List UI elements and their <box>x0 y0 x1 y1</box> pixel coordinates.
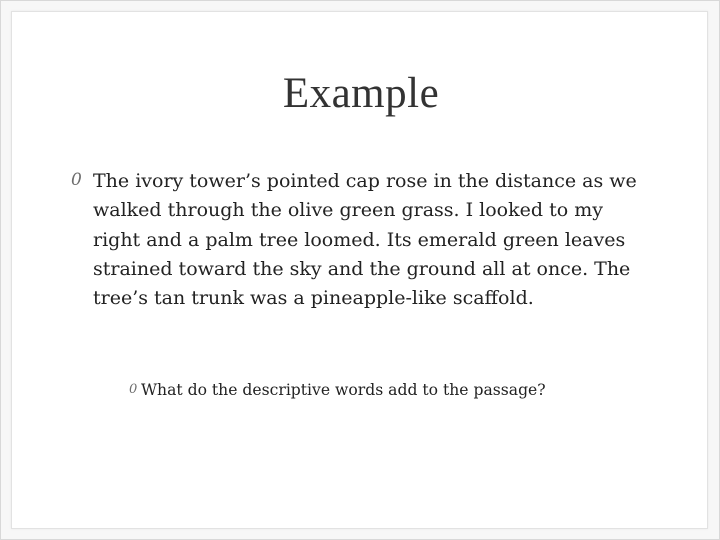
passage-text: The ivory tower’s pointed cap rose in the distance as we walked through the olive green grass. I looked to my right and a palm tree loomed. Its emerald green leaves strained toward the sky and the ground all at once. The tree’s tan trunk was a pineapple-like scaffold. <box>93 170 637 310</box>
question-bullet <box>129 380 599 401</box>
bullet-marker: 0 <box>71 170 82 190</box>
slide-title: Example <box>282 70 440 117</box>
question-text: What do the descriptive words add to the passage? <box>141 381 546 399</box>
passage-bullet <box>71 167 641 313</box>
bullet-marker: 0 <box>129 382 138 397</box>
